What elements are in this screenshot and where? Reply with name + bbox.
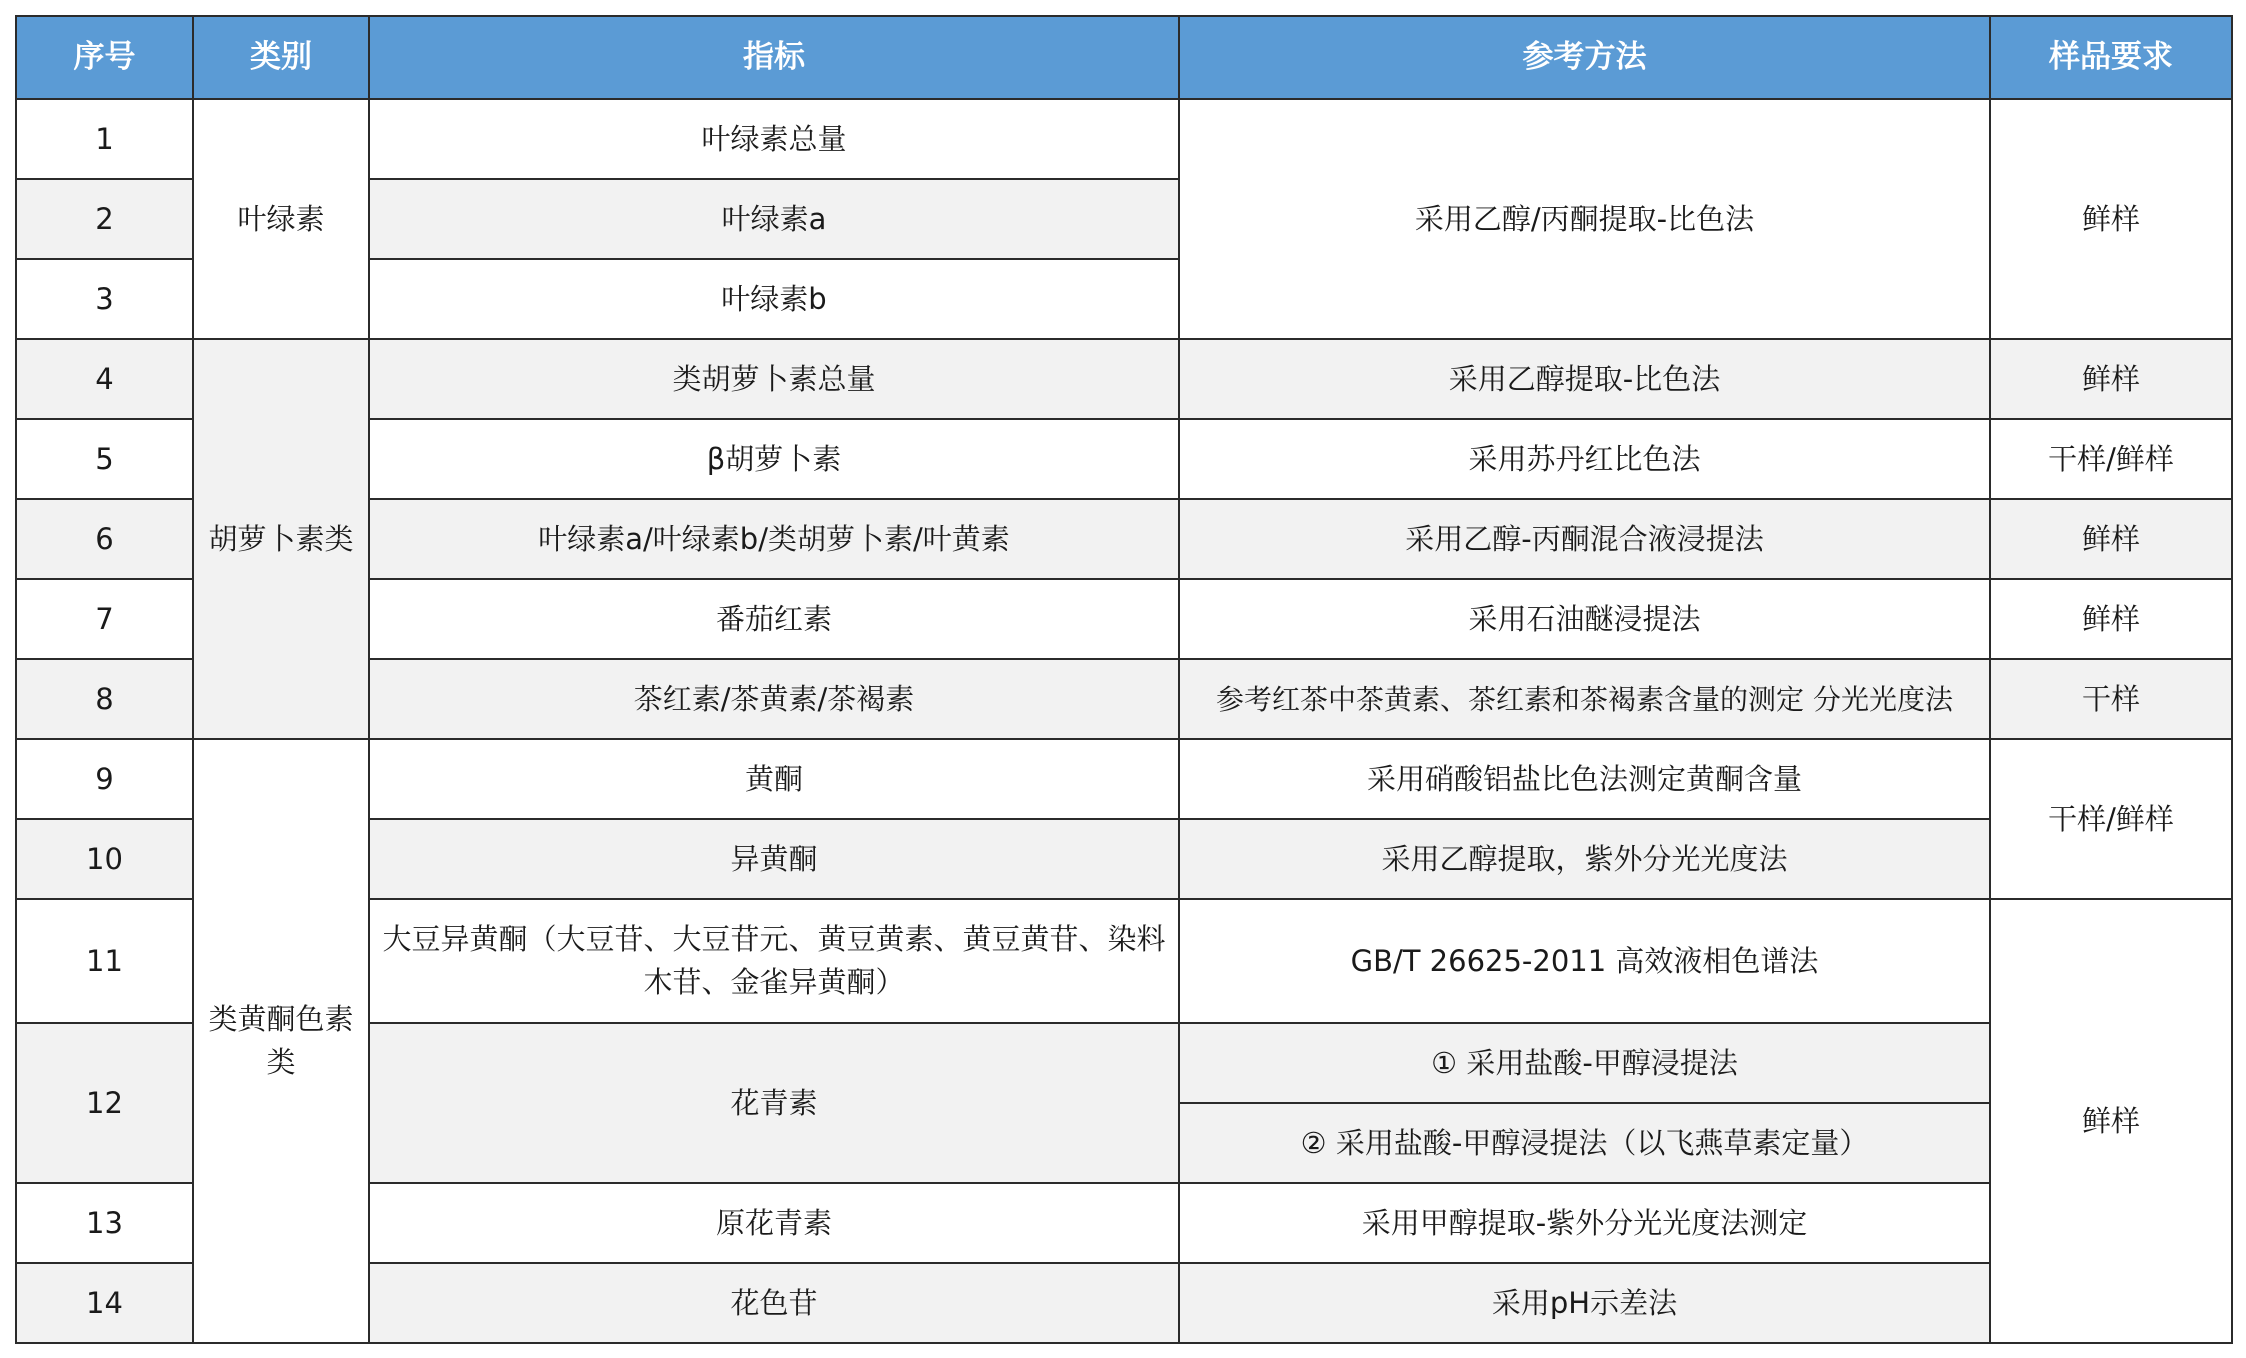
indicator-cell: 叶绿素a/叶绿素b/类胡萝卜素/叶黄素 (369, 499, 1179, 579)
method-cell: 采用乙醇提取，紫外分光光度法 (1179, 819, 1990, 899)
method-cell: 采用硝酸铝盐比色法测定黄酮含量 (1179, 739, 1990, 819)
table-row (16, 339, 2232, 419)
method-cell: 采用pH示差法 (1179, 1263, 1990, 1343)
serial-cell: 4 (16, 339, 193, 419)
serial-cell: 7 (16, 579, 193, 659)
indicator-cell: 叶绿素a (369, 179, 1179, 259)
indicator-cell: 黄酮 (369, 739, 1179, 819)
indicator-method-table (15, 15, 2233, 1344)
sample-cell: 鲜样 (1990, 99, 2232, 339)
header-serial: 序号 (16, 16, 193, 99)
method-cell: 采用乙醇/丙酮提取-比色法 (1179, 99, 1990, 339)
header-sample: 样品要求 (1990, 16, 2232, 99)
indicator-cell: 花色苷 (369, 1263, 1179, 1343)
sample-cell: 鲜样 (1990, 579, 2232, 659)
header-category: 类别 (193, 16, 369, 99)
serial-cell: 14 (16, 1263, 193, 1343)
method-cell: 采用乙醇提取-比色法 (1179, 339, 1990, 419)
indicator-cell: 类胡萝卜素总量 (369, 339, 1179, 419)
method-cell-alt: ② 采用盐酸-甲醇浸提法（以飞燕草素定量） (1179, 1103, 1990, 1183)
serial-cell: 2 (16, 179, 193, 259)
serial-cell: 13 (16, 1183, 193, 1263)
indicator-cell: β胡萝卜素 (369, 419, 1179, 499)
serial-cell: 3 (16, 259, 193, 339)
header-row (16, 16, 2232, 99)
method-cell: 采用苏丹红比色法 (1179, 419, 1990, 499)
indicator-cell: 叶绿素总量 (369, 99, 1179, 179)
serial-cell: 5 (16, 419, 193, 499)
serial-cell: 12 (16, 1023, 193, 1183)
serial-cell: 10 (16, 819, 193, 899)
table-row (16, 739, 2232, 819)
sample-cell: 干样 (1990, 659, 2232, 739)
category-cell: 类黄酮色素类 (193, 739, 369, 1343)
sample-cell: 干样/鲜样 (1990, 739, 2232, 899)
indicator-cell: 花青素 (369, 1023, 1179, 1183)
serial-cell: 1 (16, 99, 193, 179)
sample-cell: 鲜样 (1990, 899, 2232, 1343)
method-cell: 采用石油醚浸提法 (1179, 579, 1990, 659)
method-cell: 采用甲醇提取-紫外分光光度法测定 (1179, 1183, 1990, 1263)
serial-cell: 11 (16, 899, 193, 1023)
category-cell: 胡萝卜素类 (193, 339, 369, 739)
indicator-cell: 异黄酮 (369, 819, 1179, 899)
method-cell: GB/T 26625-2011 高效液相色谱法 (1179, 899, 1990, 1023)
method-cell: ① 采用盐酸-甲醇浸提法 (1179, 1023, 1990, 1103)
sample-cell: 干样/鲜样 (1990, 419, 2232, 499)
indicator-cell: 叶绿素b (369, 259, 1179, 339)
indicator-table-container (15, 15, 2233, 1344)
sample-cell: 鲜样 (1990, 339, 2232, 419)
indicator-cell: 原花青素 (369, 1183, 1179, 1263)
method-cell: 参考红茶中茶黄素、茶红素和茶褐素含量的测定 分光光度法 (1179, 659, 1990, 739)
indicator-cell: 大豆异黄酮（大豆苷、大豆苷元、黄豆黄素、黄豆黄苷、染料木苷、金雀异黄酮） (369, 899, 1179, 1023)
method-cell: 采用乙醇-丙酮混合液浸提法 (1179, 499, 1990, 579)
table-row (16, 99, 2232, 179)
header-method: 参考方法 (1179, 16, 1990, 99)
header-indicator: 指标 (369, 16, 1179, 99)
category-cell: 叶绿素 (193, 99, 369, 339)
indicator-cell: 茶红素/茶黄素/茶褐素 (369, 659, 1179, 739)
indicator-cell: 番茄红素 (369, 579, 1179, 659)
serial-cell: 9 (16, 739, 193, 819)
serial-cell: 8 (16, 659, 193, 739)
sample-cell: 鲜样 (1990, 499, 2232, 579)
serial-cell: 6 (16, 499, 193, 579)
